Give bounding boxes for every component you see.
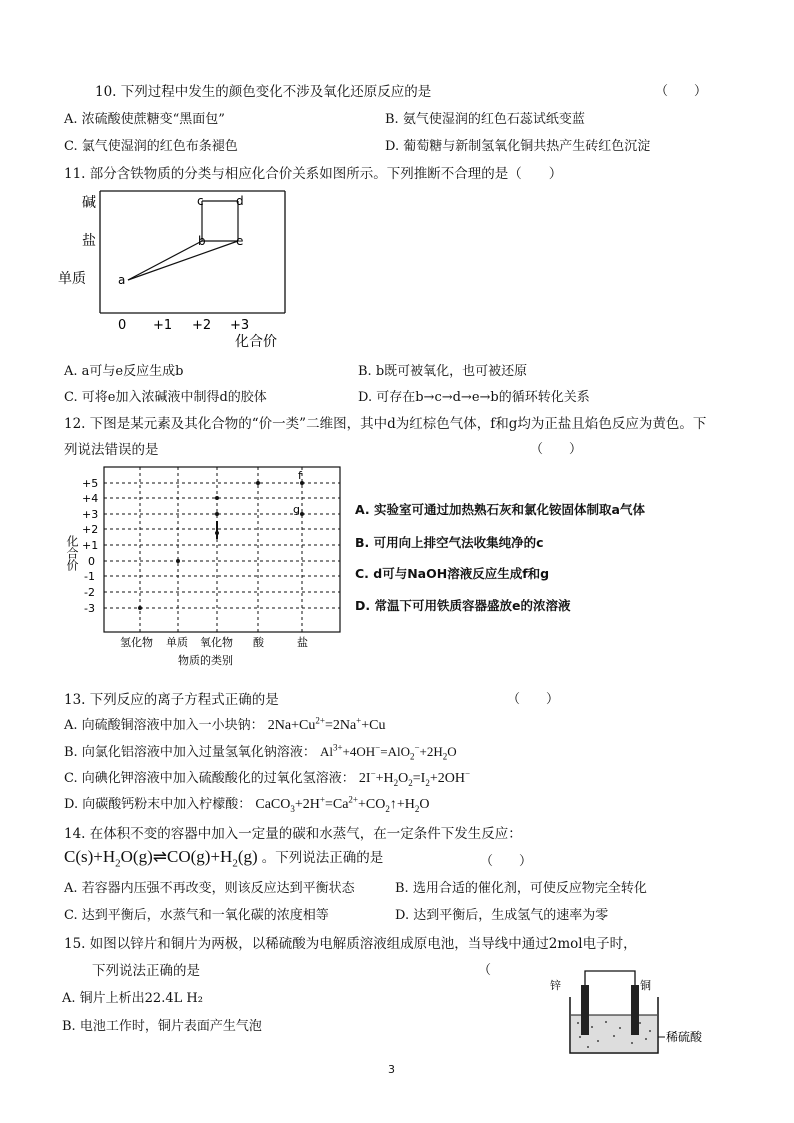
q12-option-a: A. 实验室可通过加热熟石灰和氯化铵固体制取a气体 (355, 502, 645, 517)
q12-ytick: 0 (88, 555, 95, 568)
q11-point-d: d (236, 194, 244, 208)
q10-stem: 10. 下列过程中发生的颜色变化不涉及氧化还原反应的是 (95, 84, 432, 100)
q12-ytick: +2 (82, 523, 99, 536)
q11-ylabel-element: 单质 (58, 271, 86, 287)
q10-option-c: C. 氯气使湿润的红色布条褪色 (64, 139, 238, 154)
q13-option-a-text: A. 向硫酸铜溶液中加入一小块钠： (64, 718, 264, 733)
q14-option-d: D. 达到平衡后，生成氢气的速率为零 (395, 908, 609, 923)
q12-ytick: -3 (84, 602, 95, 615)
q12-label-g: g (293, 503, 300, 516)
q13-option-d-equation: $CaCO_3+2H^+=Ca^{2+}+CO_2↑+H_2O$ (255, 794, 430, 814)
q12-option-b: B. 可用向上排空气法收集纯净的c (355, 535, 544, 550)
q11-xlabel: 化合价 (235, 334, 277, 350)
q13-option-b-text: B. 向氯化铝溶液中加入过量氢氧化钠溶液： (64, 745, 316, 760)
q14-option-b: B. 选用合适的催化剂，可使反应物完全转化 (395, 881, 647, 896)
q15-option-b: B. 电池工作时，铜片表面产生气泡 (62, 1019, 262, 1034)
q15-stem-line2: 下列说法正确的是 (92, 963, 200, 979)
q10-option-b: B. 氨气使湿润的红色石蕊试纸变蓝 (385, 112, 585, 127)
q11-point-c: c (197, 194, 204, 208)
q11-point-b: b (198, 234, 206, 248)
q13-option-b-equation: $Al^{3+}+4OH^-=AlO_2^-+2H_2O$ (319, 742, 457, 762)
q15-galvanic-cell-diagram (540, 965, 715, 1060)
q13-option-c (64, 767, 470, 788)
q12-valence-class-diagram (60, 465, 350, 670)
q11-valence-diagram (58, 183, 300, 353)
q13-option-a (64, 714, 385, 734)
q10-paren: （ ） (655, 84, 708, 99)
q15-stem-line1: 15. 如图以锌片和铜片为两极，以稀硫酸为电解质溶液组成原电池，当导线中通过2mol电子时， (64, 936, 637, 952)
q15-label-acid: 稀硫酸 (666, 1030, 703, 1044)
q15-label-copper: 铜 (640, 979, 651, 992)
q12-option-c: C. d可与NaOH溶液反应生成f和g (355, 566, 550, 581)
q11-ylabel-base: 碱 (82, 195, 96, 211)
q15-label-zinc: 锌 (550, 979, 561, 992)
q11-option-a: A. a可与e反应生成b (64, 364, 184, 379)
q15-option-a: A. 铜片上析出22.4L H₂ (62, 991, 203, 1006)
q12-xlabel: 物质的类别 (178, 654, 233, 667)
q12-xcat: 盐 (297, 636, 308, 649)
q11-ylabel-salt: 盐 (82, 233, 96, 249)
q12-ylabel: 化合价 (65, 535, 79, 571)
q12-stem-line1: 12. 下图是某元素及其化合物的“价一类”二维图，其中d为红棕色气体，f和g均为正盐且焰色反应为黄色。下 (64, 416, 707, 432)
q11-xtick-2: +2 (192, 318, 212, 333)
q13-paren: （ ） (507, 692, 560, 707)
q14-equation: $C(s)+H_2O(g)\rightleftharpoons CO(g)+H_2(g)$ (64, 847, 258, 870)
q13-option-a-equation: $2Na+Cu^{2+}=2Na^++Cu$ (267, 715, 386, 733)
q15-paren: （ (478, 963, 492, 978)
q11-point-a: a (118, 273, 126, 287)
q11-point-e: e (236, 234, 244, 248)
q13-option-d (64, 793, 429, 814)
q12-ytick: +3 (82, 508, 99, 521)
q11-xtick-3: +3 (230, 318, 250, 333)
q14-option-a: A. 若容器内压强不再改变，则该反应达到平衡状态 (64, 881, 355, 896)
q12-ytick: +1 (82, 539, 99, 552)
q11-option-b: B. b既可被氧化，也可被还原 (358, 364, 528, 379)
q12-ytick: -1 (84, 570, 95, 583)
q13-option-b (64, 741, 457, 762)
q12-ytick: -2 (84, 586, 95, 599)
q12-label-f: f (298, 469, 302, 482)
q12-xcat: 氧化物 (200, 636, 233, 649)
q10-option-a: A. 浓硫酸使蔗糖变“黑面包” (64, 112, 225, 127)
q13-option-c-equation: $2I^-+H_2O_2=I_2+2OH^-$ (358, 768, 471, 788)
q12-stem-line2: 列说法错误的是 (64, 442, 159, 458)
q12-option-d: D. 常温下可用铁质容器盛放e的浓溶液 (355, 598, 571, 613)
q12-ytick: +5 (82, 477, 99, 490)
page-number: 3 (388, 1063, 395, 1076)
q14-equation-line (64, 846, 383, 869)
q13-stem: 13. 下列反应的离子方程式正确的是 (64, 692, 279, 708)
q11-xtick-1: +1 (153, 318, 173, 333)
q11-option-c: C. 可将e加入浓碱液中制得d的胶体 (64, 390, 267, 405)
q12-ytick: +4 (82, 492, 99, 505)
q12-xcat: 单质 (166, 636, 188, 649)
q12-xcat: 酸 (253, 636, 264, 649)
q11-xtick-0: 0 (118, 318, 127, 333)
q14-paren: （ ） (480, 854, 533, 869)
q13-option-d-text: D. 向碳酸钙粉末中加入柠檬酸： (64, 797, 252, 812)
q12-xcat: 氢化物 (120, 636, 153, 649)
q12-paren: （ ） (530, 442, 583, 457)
q14-stem: 14. 在体积不变的容器中加入一定量的碳和水蒸气，在一定条件下发生反应： (64, 826, 522, 842)
q11-option-d: D. 可存在b→c→d→e→b的循环转化关系 (358, 390, 590, 405)
q11-stem: 11. 部分含铁物质的分类与相应化合价关系如图所示。下列推断不合理的是（ ） (64, 166, 563, 182)
q14-option-c: C. 达到平衡后，水蒸气和一氧化碳的浓度相等 (64, 908, 329, 923)
q10-option-d: D. 葡萄糖与新制氢氧化铜共热产生砖红色沉淀 (385, 139, 651, 154)
q14-equation-tail: 。下列说法正确的是 (261, 850, 384, 866)
q13-option-c-text: C. 向碘化钾溶液中加入硫酸酸化的过氧化氢溶液： (64, 771, 355, 786)
